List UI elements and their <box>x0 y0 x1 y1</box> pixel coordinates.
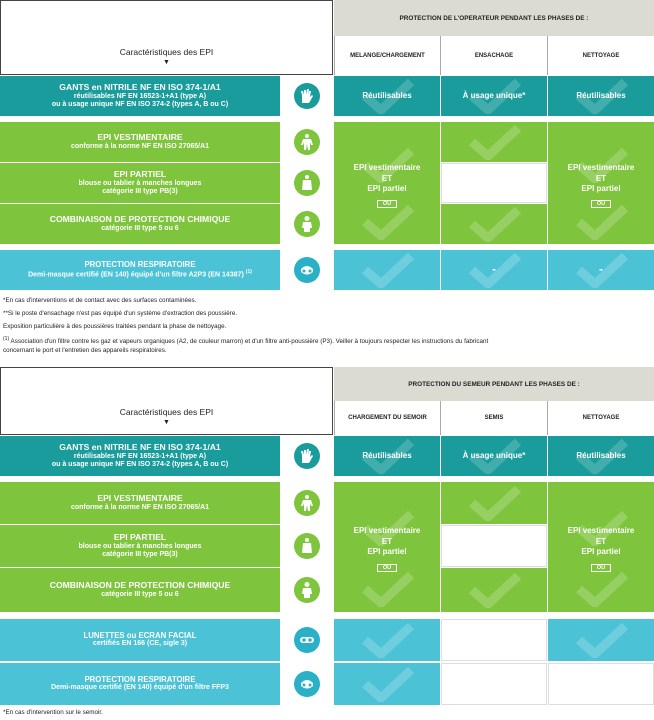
row-title: LUNETTES ou ECRAN FACIAL <box>83 630 197 640</box>
characteristics-header-label: Caractéristiques des EPI <box>119 47 214 57</box>
garment-value-mixing <box>334 122 440 244</box>
footnote: *En cas d'interventions et de contact avec des surfaces contaminées. <box>3 297 197 304</box>
row-label-garment <box>0 482 280 524</box>
gloves-value-cleaning <box>548 76 654 116</box>
partial-value-sowing <box>441 525 547 567</box>
respiratory-value-mixing <box>334 250 440 290</box>
value-text: Réutilisables <box>576 450 626 460</box>
gloves-value-loading <box>334 436 440 476</box>
respiratory-value-bagging <box>441 250 547 290</box>
or-badge: OU <box>591 564 611 572</box>
chevron-down-icon: ▼ <box>163 59 170 66</box>
respiratory-value-sowing <box>441 663 547 705</box>
column-header-sowing <box>440 401 547 435</box>
garment-value-loading <box>334 482 440 612</box>
garment-value-bagging <box>441 122 547 162</box>
phase-header-label: PROTECTION DE L'OPERATEUR PENDANT LES PHASES DE : <box>399 14 589 22</box>
row-subtitle: catégorie III type PB(3) <box>102 551 178 559</box>
goggles-value-sowing <box>441 619 547 661</box>
value-text: Réutilisables <box>362 90 412 100</box>
row-title: PROTECTION RESPIRATOIRE <box>84 259 196 269</box>
row-label-chemical-suit <box>0 568 280 612</box>
gloves-value-sowing <box>441 436 547 476</box>
gloves-value-bagging <box>441 76 547 116</box>
footnote: **Si le poste d'ensachage n'est pas équipé d'un système d'extraction des poussière. <box>3 310 238 317</box>
value-text: Réutilisables <box>362 450 412 460</box>
value-text: EPI vestimentaire <box>353 163 421 173</box>
characteristics-header-label: Caractéristiques des EPI <box>119 406 214 417</box>
column-label: MELANGE/CHARGEMENT <box>350 52 425 59</box>
icon-cell <box>280 122 333 162</box>
footnote-marker: (1) <box>245 269 252 276</box>
row-subtitle: catégorie III type 5 ou 6 <box>101 590 179 598</box>
respiratory-value-loading <box>334 663 440 705</box>
gloves-value-mixing <box>334 76 440 116</box>
chemical-suit-value-bagging <box>441 204 547 244</box>
coverall-icon <box>294 490 320 516</box>
gloves-value-cleaning <box>548 436 654 476</box>
icon-cell <box>280 436 333 476</box>
footnote-marker: (1) <box>3 336 10 342</box>
column-label: ENSACHAGE <box>474 52 514 59</box>
or-badge: OU <box>377 564 397 572</box>
footnote-text: concernant le port et l'entretien des appareils respiratoires. <box>3 346 167 354</box>
column-header-cleaning <box>547 401 654 435</box>
footnote <box>3 336 653 355</box>
value-text: EPI partiel <box>367 184 407 194</box>
icon-cell <box>280 250 333 290</box>
column-label: NETTOYAGE <box>582 415 620 421</box>
value-text: Réutilisables <box>576 90 626 100</box>
footnote-text: Association d'un filtre contre les gaz et vapeurs organiques (A2, de couleur marron) et d'un filtre anti-poussière (P3). Veiller à toujours respecter les instructions du fabricant <box>9 338 489 346</box>
garment-value-cleaning <box>548 122 654 244</box>
row-title: GANTS en NITRILE NF EN ISO 374-1/A1 <box>59 441 221 452</box>
row-subtitle <box>28 269 252 280</box>
icon-cell <box>280 482 333 524</box>
row-label-gloves <box>0 436 280 476</box>
column-label: NETTOYAGE <box>582 52 620 59</box>
row-label-gloves <box>0 76 280 116</box>
apron-icon <box>294 170 320 196</box>
footnote: Exposition particulière à des poussières traitées pendant la phase de nettoyage. <box>3 323 227 330</box>
row-subtitle-text: Demi-masque certifié (EN 140) équipé d'un filtre A2P3 (EN 14387) <box>28 271 244 279</box>
respirator-icon <box>294 671 320 697</box>
phase-header-label: PROTECTION DU SEMEUR PENDANT LES PHASES DE : <box>408 380 580 388</box>
column-header-mixing <box>334 36 440 75</box>
footnote: *En cas d'intervention sur le semoir. <box>3 709 103 716</box>
phase-header <box>334 0 654 36</box>
characteristics-header <box>0 0 333 75</box>
value-text: EPI vestimentaire <box>567 163 635 173</box>
row-subtitle: certifiés EN 166 (CE, sigle 3) <box>92 640 188 648</box>
goggles-value-cleaning <box>548 619 654 661</box>
row-title: COMBINAISON DE PROTECTION CHIMIQUE <box>49 580 231 591</box>
row-title: EPI VESTIMENTAIRE <box>97 493 183 504</box>
icon-cell <box>280 568 333 612</box>
row-label-goggles <box>0 619 280 661</box>
column-label: SEMIS <box>484 415 504 421</box>
row-label-respiratory <box>0 663 280 705</box>
phase-header <box>334 367 654 401</box>
goggles-icon <box>294 627 320 653</box>
chevron-down-icon: ▼ <box>163 418 170 426</box>
column-header-cleaning <box>547 36 654 75</box>
value-text: EPI partiel <box>367 547 407 557</box>
respiratory-value-cleaning <box>548 663 654 705</box>
respiratory-value-cleaning <box>548 250 654 290</box>
row-subtitle: catégorie III type 5 ou 6 <box>101 224 179 232</box>
chemical-suit-value-sowing <box>441 568 547 612</box>
value-text: EPI partiel <box>581 547 621 557</box>
gloves-icon <box>294 83 320 109</box>
row-subtitle: réutilisables NF EN 16523-1+A1 (type A) <box>73 452 207 460</box>
chemical-suit-icon <box>294 211 320 237</box>
column-label: CHARGEMENT DU SEMOIR <box>348 415 427 421</box>
column-header-loading <box>334 401 440 435</box>
garment-value-sowing <box>441 482 547 524</box>
row-title: GANTS en NITRILE NF EN ISO 374-1/A1 <box>59 81 221 92</box>
row-label-partial <box>0 163 280 203</box>
gloves-icon <box>294 443 320 469</box>
garment-value-cleaning <box>548 482 654 612</box>
value-text: ET <box>381 536 393 546</box>
row-subtitle: conforme à la norme NF EN ISO 27065/A1 <box>70 142 210 150</box>
value-text: - <box>599 262 603 277</box>
icon-cell <box>280 204 333 244</box>
row-title: COMBINAISON DE PROTECTION CHIMIQUE <box>49 214 231 225</box>
chemical-suit-icon <box>294 577 320 603</box>
value-text: ET <box>595 536 607 546</box>
value-text: EPI vestimentaire <box>567 526 635 536</box>
row-label-respiratory <box>0 250 280 290</box>
row-subtitle: blouse ou tablier à manches longues <box>78 179 202 187</box>
row-title: PROTECTION RESPIRATOIRE <box>84 674 196 684</box>
row-subtitle: ou à usage unique NF EN ISO 374-2 (types A, B ou C) <box>51 461 229 469</box>
icon-cell <box>280 76 333 116</box>
icon-cell <box>280 525 333 567</box>
row-title: EPI PARTIEL <box>113 531 167 542</box>
value-text: ET <box>595 173 607 183</box>
respirator-icon <box>294 257 320 283</box>
icon-cell <box>280 619 333 661</box>
or-badge: OU <box>591 200 611 208</box>
row-subtitle: Demi-masque certifié (EN 140) équipé d'un filtre FFP3 <box>51 684 229 692</box>
value-text: EPI vestimentaire <box>353 526 421 536</box>
icon-cell <box>280 163 333 203</box>
row-subtitle: catégorie III type PB(3) <box>102 188 178 196</box>
row-subtitle: blouse ou tablier à manches longues <box>78 542 202 550</box>
value-text: À usage unique* <box>462 90 526 100</box>
row-title: EPI PARTIEL <box>113 168 167 179</box>
value-text: - <box>492 262 496 277</box>
column-header-bagging <box>440 36 547 75</box>
partial-value-bagging <box>441 163 547 203</box>
coverall-icon <box>294 129 320 155</box>
apron-icon <box>294 533 320 559</box>
icon-cell <box>280 663 333 705</box>
row-label-partial <box>0 525 280 567</box>
row-subtitle: conforme à la norme NF EN ISO 27065/A1 <box>70 503 210 511</box>
row-subtitle: réutilisables NF EN 16523-1+A1 (type A) <box>73 92 207 100</box>
value-text: ET <box>381 173 393 183</box>
row-subtitle: ou à usage unique NF EN ISO 374-2 (types A, B ou C) <box>51 101 229 109</box>
or-badge: OU <box>377 200 397 208</box>
row-label-garment <box>0 122 280 162</box>
goggles-value-loading <box>334 619 440 661</box>
value-text: À usage unique* <box>462 450 526 460</box>
characteristics-header <box>0 367 333 435</box>
value-text: EPI partiel <box>581 184 621 194</box>
row-title: EPI VESTIMENTAIRE <box>97 132 183 143</box>
row-label-chemical-suit <box>0 204 280 244</box>
